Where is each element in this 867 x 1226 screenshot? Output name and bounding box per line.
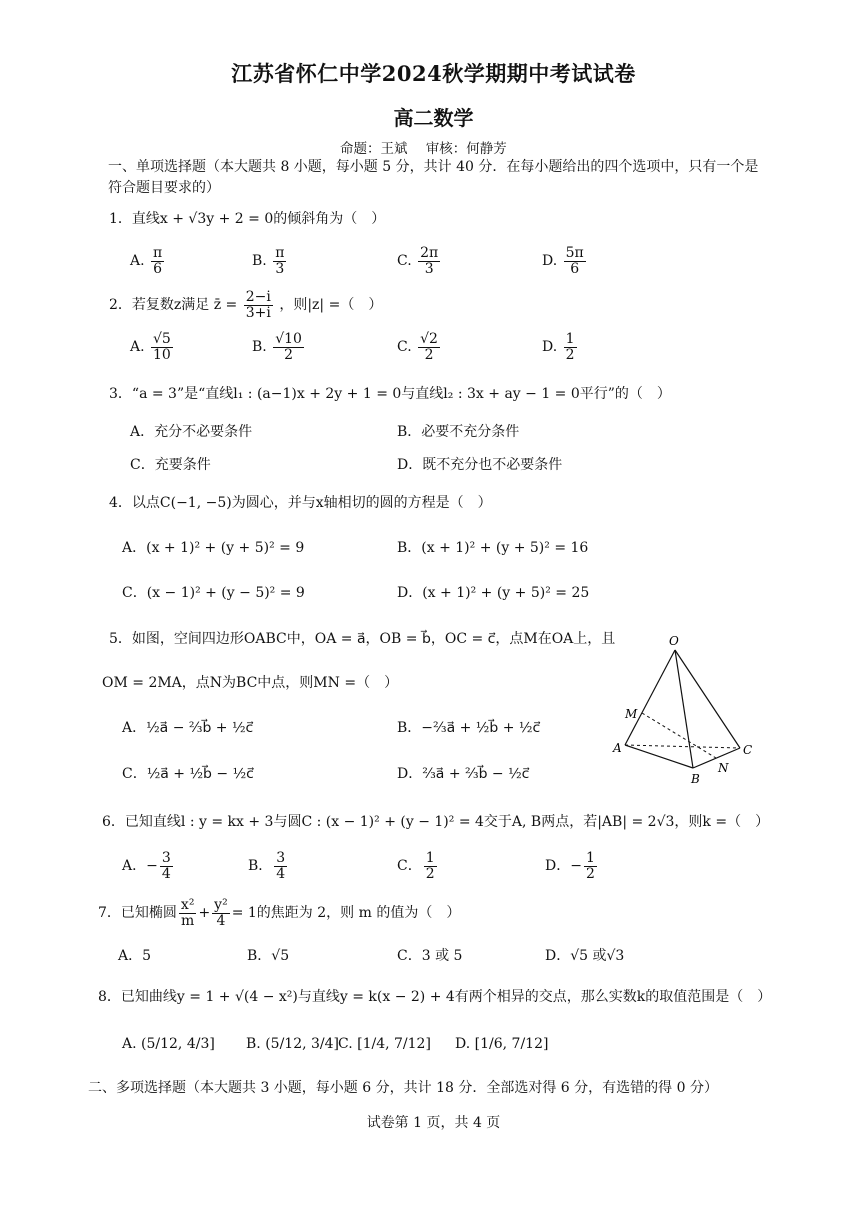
- edge-oc: [675, 650, 740, 748]
- q6-d-den: 2: [585, 865, 595, 882]
- q6-c-den: 2: [425, 865, 435, 882]
- q2-d-den: 2: [565, 346, 575, 363]
- q6-b-num: 3: [276, 850, 286, 866]
- q7-stem-pre: 7．已知椭圆: [98, 905, 177, 922]
- q6-option-d[interactable]: [545, 851, 599, 881]
- q7-f1-den: m: [181, 912, 195, 929]
- q2-c-num: √2: [420, 331, 438, 347]
- q6-c-num: 1: [425, 850, 435, 866]
- q6-option-c[interactable]: [397, 851, 439, 881]
- q2-option-d-letter: D.: [542, 339, 558, 356]
- section1-heading-line2: 符合题目要求的）: [108, 180, 220, 196]
- q6-option-d-letter: D．−: [545, 858, 582, 875]
- q8-option-d-content: [1/6, 7/12]: [474, 1036, 549, 1052]
- q7-option-b[interactable]: B．√5: [247, 948, 290, 964]
- q1-option-b-letter: B.: [252, 253, 267, 270]
- q2-option-b-letter: B.: [252, 339, 267, 356]
- q2-stem-pre: 2．若复数z满足 z̄ =: [109, 297, 238, 314]
- q8-option-c[interactable]: [338, 1036, 431, 1052]
- q2-option-b-frac: [273, 332, 304, 362]
- question-5-stem-line2: OM = 2MA，点N为BC中点，则MN =（ ）: [102, 675, 399, 691]
- q2-option-c[interactable]: [397, 332, 442, 362]
- exam-subject: 高二数学: [393, 106, 474, 130]
- q2-option-d[interactable]: [542, 332, 579, 362]
- q1-option-d-frac: [564, 246, 586, 276]
- q2-option-a-frac: [151, 332, 173, 362]
- q2-b-num: √10: [275, 331, 302, 347]
- section1-heading: [108, 157, 788, 199]
- q4-option-b[interactable]: B．(x + 1)² + (y + 5)² = 16: [397, 540, 589, 556]
- q6-option-c-frac: [424, 851, 437, 881]
- question-7-stem: [98, 898, 460, 928]
- q2-stem-frac: [244, 290, 273, 320]
- question-4-stem: 4．以点C(−1, −5)为圆心，并与x轴相切的圆的方程是（ ）: [109, 495, 492, 511]
- q2-a-den: 10: [153, 346, 171, 363]
- question-1-stem: 1．直线x + √3y + 2 = 0的倾斜角为（ ）: [109, 211, 386, 227]
- q6-b-den: 4: [276, 865, 286, 882]
- q1-a-den: 6: [153, 260, 163, 277]
- q2-stem-den: 3+i: [245, 304, 271, 321]
- reviewer: 审核：何静芳: [425, 141, 507, 157]
- segment-mn-dashed: [642, 713, 716, 758]
- exam-title: 江苏省怀仁中学2024秋学期期中考试试卷: [231, 61, 636, 86]
- q2-stem-num: 2−i: [245, 289, 271, 305]
- q8-option-d-letter: D.: [455, 1036, 471, 1052]
- edge-ac-dashed: [625, 745, 740, 748]
- q1-c-num: 2π: [420, 245, 439, 261]
- q1-option-c-frac: [418, 246, 440, 276]
- q5-option-d[interactable]: D．⅔a⃗ + ⅔b⃗ − ½c⃗: [397, 766, 530, 782]
- q1-option-a[interactable]: [130, 246, 166, 276]
- q8-option-c-letter: C.: [338, 1036, 353, 1052]
- q3-option-d[interactable]: D．既不充分也不必要条件: [397, 457, 563, 473]
- question-6-stem: 6．已知直线l : y = kx + 3与圆C : (x − 1)² + (y − 1)² = 4交于A, B两点，若|AB| = 2√3，则k =（ ）: [102, 814, 770, 830]
- q6-a-num: 3: [161, 850, 171, 866]
- q8-option-a[interactable]: [122, 1036, 215, 1052]
- q7-f2-num: y²: [214, 897, 228, 913]
- q2-option-c-letter: C.: [397, 339, 412, 356]
- q1-a-num: π: [153, 245, 163, 261]
- q8-option-b[interactable]: [246, 1036, 339, 1052]
- question-2-stem: [109, 290, 382, 320]
- q6-option-d-frac: [584, 851, 597, 881]
- q2-option-a[interactable]: [130, 332, 175, 362]
- q2-option-d-frac: [564, 332, 577, 362]
- q2-stem-post: ，则|z| =（ ）: [279, 297, 383, 314]
- question-5-stem-line1: 5．如图，空间四边形OABC中，OA = a⃗，OB = b⃗，OC = c⃗，点M在OA上，且: [109, 631, 616, 647]
- q5-option-b[interactable]: B．−⅔a⃗ + ½b⃗ + ½c⃗: [397, 720, 541, 736]
- q6-option-a-frac: [160, 851, 173, 881]
- q6-option-b[interactable]: [248, 851, 289, 881]
- q8-option-b-letter: B.: [246, 1036, 261, 1052]
- edge-bc: [693, 748, 740, 768]
- q1-option-d-letter: D.: [542, 253, 558, 270]
- q1-b-den: 3: [275, 260, 285, 277]
- label-m: M: [625, 707, 638, 721]
- section2-heading: 二、多项选择题（本大题共 3 小题，每小题 6 分，共计 18 分．全部选对得 6 分，有选错的得 0 分）: [88, 1080, 718, 1096]
- q1-d-den: 6: [570, 260, 580, 277]
- q1-option-d[interactable]: [542, 246, 588, 276]
- label-n: N: [718, 761, 729, 775]
- q1-option-a-letter: A.: [130, 253, 145, 270]
- q4-option-c[interactable]: C．(x − 1)² + (y − 5)² = 9: [122, 585, 305, 601]
- q6-option-a[interactable]: [122, 851, 175, 881]
- q6-option-b-letter: B．: [248, 858, 273, 875]
- page-footer: 试卷第 1 页，共 4 页: [366, 1115, 501, 1131]
- q7-stem-mid: +: [198, 905, 211, 922]
- tetrahedron-figure: [605, 630, 765, 790]
- edge-ob: [675, 650, 693, 768]
- question-3-stem: 3．“a = 3”是“直线l₁ : (a−1)x + 2y + 1 = 0与直线l₂ : 3x + ay − 1 = 0平行”的（ ）: [109, 386, 671, 402]
- q7-f1-num: x²: [180, 897, 195, 913]
- q6-option-a-letter: A．−: [122, 858, 158, 875]
- q1-option-c[interactable]: [397, 246, 442, 276]
- section1-heading-line1: 一、单项选择题（本大题共 8 小题，每小题 5 分，共计 40 分．在每小题给出的四个选项中，只有一个是: [108, 159, 759, 175]
- setter: 命题：王斌: [340, 141, 408, 157]
- q2-c-den: 2: [424, 346, 434, 363]
- q1-option-b[interactable]: [252, 246, 288, 276]
- q2-option-a-letter: A.: [130, 339, 145, 356]
- authors-line: [340, 137, 521, 157]
- q2-a-num: √5: [153, 331, 171, 347]
- q1-option-b-frac: [273, 246, 286, 276]
- q8-option-a-letter: A.: [122, 1036, 137, 1052]
- q2-d-num: 1: [565, 331, 575, 347]
- q2-b-den: 2: [284, 346, 294, 363]
- q5-option-a[interactable]: A．½a⃗ − ⅔b⃗ + ½c⃗: [122, 720, 254, 736]
- label-o: O: [669, 634, 679, 648]
- label-b: B: [691, 772, 700, 786]
- q6-option-c-letter: C．: [397, 858, 422, 875]
- q6-d-num: 1: [585, 850, 595, 866]
- q1-option-c-letter: C.: [397, 253, 412, 270]
- q7-option-d[interactable]: D．√5 或√3: [545, 948, 625, 964]
- q6-a-den: 4: [161, 865, 171, 882]
- edge-oa: [625, 650, 675, 745]
- q8-option-d[interactable]: [455, 1036, 548, 1052]
- q3-option-a[interactable]: A．充分不必要条件: [130, 424, 253, 440]
- q2-option-c-frac: [418, 332, 440, 362]
- q7-frac-y: [212, 898, 230, 928]
- q3-option-c[interactable]: C．充要条件: [130, 457, 211, 473]
- q3-option-b[interactable]: B．必要不充分条件: [397, 424, 520, 440]
- label-a: A: [613, 741, 622, 755]
- q2-option-b[interactable]: [252, 332, 306, 362]
- q7-frac-x: [179, 898, 197, 928]
- q7-stem-post: = 1的焦距为 2，则 m 的值为（ ）: [231, 905, 461, 922]
- q8-option-a-content: (5/12, 4/3]: [141, 1036, 215, 1052]
- q1-d-num: 5π: [565, 245, 584, 261]
- q4-option-a[interactable]: A．(x + 1)² + (y + 5)² = 9: [122, 540, 305, 556]
- label-c: C: [743, 743, 753, 757]
- q5-option-c[interactable]: C．½a⃗ + ½b⃗ − ½c⃗: [122, 766, 254, 782]
- edge-ab: [625, 745, 693, 768]
- q8-option-c-content: [1/4, 7/12]: [357, 1036, 431, 1052]
- q7-option-c[interactable]: C．3 或 5: [397, 948, 463, 964]
- q1-b-num: π: [275, 245, 285, 261]
- q7-f2-den: 4: [216, 912, 226, 929]
- q1-option-a-frac: [151, 246, 164, 276]
- q7-option-a[interactable]: A．5: [118, 948, 152, 964]
- q4-option-d[interactable]: D．(x + 1)² + (y + 5)² = 25: [397, 585, 590, 601]
- q6-option-b-frac: [274, 851, 287, 881]
- question-8-stem: 8．已知曲线y = 1 + √(4 − x²)与直线y = k(x − 2) + 4有两个相异的交点，那么实数k的取值范围是（ ）: [98, 989, 772, 1005]
- q1-c-den: 3: [424, 260, 434, 277]
- q8-option-b-content: (5/12, 3/4]: [265, 1036, 339, 1052]
